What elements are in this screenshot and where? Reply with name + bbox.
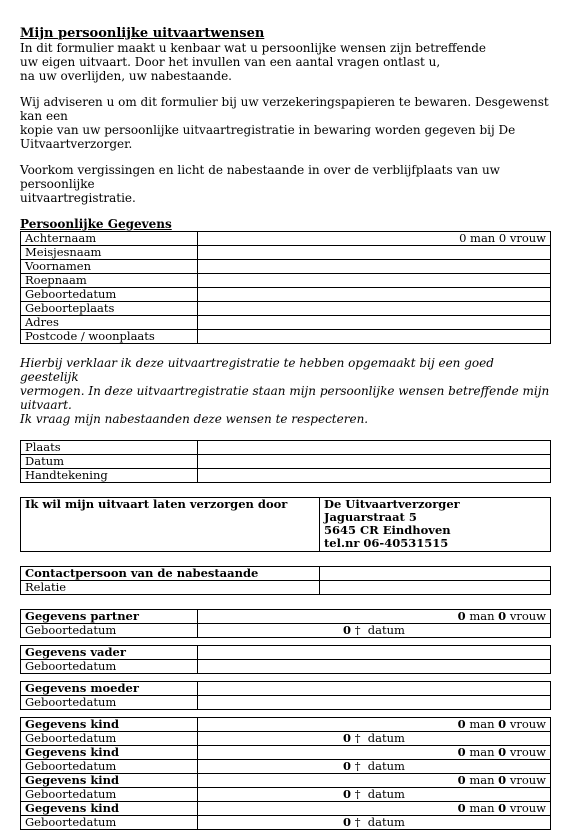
field-value[interactable] xyxy=(320,567,551,581)
provider-table xyxy=(20,497,551,552)
declaration-line-2: vermogen. In deze uitvaartregistratie staan mijn persoonlijke wensen betreffende mijn uitvaart. xyxy=(20,384,550,412)
field-value[interactable] xyxy=(198,455,551,469)
advice-line-3: Uitvaartverzorger. xyxy=(20,137,133,151)
advice-line-1: Wij adviseren u om dit formulier bij uw verzekeringspapieren te bewaren. Desgewenst kan een xyxy=(20,95,549,123)
field-label: Geboortedatum xyxy=(21,696,198,710)
father-heading: Gegevens vader xyxy=(21,646,198,660)
field-value[interactable] xyxy=(320,581,551,595)
gender-choice[interactable]: 0 man 0 vrouw xyxy=(198,746,551,760)
relation-label: Relatie xyxy=(21,581,320,595)
gender-choice[interactable]: 0 man 0 vrouw xyxy=(198,610,551,624)
field-label: Geboortedatum xyxy=(21,816,198,830)
table-row xyxy=(21,330,551,344)
child-heading: Gegevens kind xyxy=(21,718,198,732)
table-row xyxy=(21,746,551,760)
table-row xyxy=(21,646,551,660)
field-label: Geboortedatum xyxy=(21,624,198,638)
personal-data-table xyxy=(20,231,551,344)
provider-postcode: 5645 CR Eindhoven xyxy=(324,523,451,537)
contact-label: Contactpersoon van de nabestaande xyxy=(21,567,320,581)
cross-icon: † xyxy=(354,759,361,773)
table-row xyxy=(21,660,551,674)
field-value[interactable] xyxy=(198,696,551,710)
signature-field[interactable] xyxy=(198,469,551,483)
field-label: Geboortedatum xyxy=(21,732,198,746)
table-row xyxy=(21,774,551,788)
contact-table xyxy=(20,566,551,595)
field-value[interactable] xyxy=(198,646,551,660)
gender-choice[interactable]: 0 man 0 vrouw xyxy=(198,718,551,732)
partner-heading: Gegevens partner xyxy=(21,610,198,624)
field-label: Geboortedatum xyxy=(21,788,198,802)
field-label: Geboorteplaats xyxy=(21,302,198,316)
provider-address xyxy=(320,498,551,552)
field-value[interactable] xyxy=(198,274,551,288)
gender-choice[interactable]: 0 man 0 vrouw xyxy=(198,232,551,246)
field-value[interactable] xyxy=(198,302,551,316)
field-value[interactable] xyxy=(198,246,551,260)
table-row xyxy=(21,302,551,316)
cross-icon: † xyxy=(354,815,361,829)
table-row xyxy=(21,816,551,830)
gender-choice[interactable]: 0 man 0 vrouw xyxy=(198,802,551,816)
death-date-field[interactable]: 0 † datum xyxy=(198,760,551,774)
field-value[interactable] xyxy=(198,316,551,330)
field-label: Meisjesnaam xyxy=(21,246,198,260)
gender-choice[interactable]: 0 man 0 vrouw xyxy=(198,774,551,788)
provider-label: Ik wil mijn uitvaart laten verzorgen door xyxy=(21,498,320,552)
field-value[interactable] xyxy=(198,288,551,302)
table-row xyxy=(21,288,551,302)
field-value[interactable] xyxy=(198,660,551,674)
spacer-row xyxy=(21,674,551,682)
intro-line-3: na uw overlijden, uw nabestaande. xyxy=(20,69,232,83)
table-row xyxy=(21,232,551,246)
table-row xyxy=(21,581,551,595)
field-value[interactable] xyxy=(198,441,551,455)
field-label: Geboortedatum xyxy=(21,760,198,774)
provider-street: Jaguarstraat 5 xyxy=(324,510,417,524)
intro-line-2: uw eigen uitvaart. Door het invullen van een aantal vragen ontlast u, xyxy=(20,55,441,69)
table-row xyxy=(21,246,551,260)
cross-icon: † xyxy=(354,787,361,801)
field-label: Datum xyxy=(21,455,198,469)
personal-data-heading: Persoonlijke Gegevens xyxy=(20,217,172,231)
table-row xyxy=(21,441,551,455)
prevent-line-2: uitvaartregistratie. xyxy=(20,191,136,205)
field-label: Achternaam xyxy=(21,232,198,246)
page-title: Mijn persoonlijke uitvaartwensen xyxy=(20,26,265,41)
cross-icon: † xyxy=(354,623,361,637)
provider-name: De Uitvaartverzorger xyxy=(324,497,460,511)
table-row xyxy=(21,455,551,469)
mother-heading: Gegevens moeder xyxy=(21,682,198,696)
table-row xyxy=(21,718,551,732)
child-heading: Gegevens kind xyxy=(21,802,198,816)
declaration-line-1: Hierbij verklaar ik deze uitvaartregistratie te hebben opgemaakt bij een goed geestelijk xyxy=(20,356,494,384)
spacer-row xyxy=(21,638,551,646)
table-row xyxy=(21,760,551,774)
table-row xyxy=(21,610,551,624)
table-row xyxy=(21,732,551,746)
field-value[interactable] xyxy=(198,330,551,344)
field-value[interactable] xyxy=(198,682,551,696)
cross-icon: † xyxy=(354,731,361,745)
table-row xyxy=(21,316,551,330)
death-date-field[interactable]: 0 † datum xyxy=(198,732,551,746)
family-table xyxy=(20,609,551,830)
table-row xyxy=(21,788,551,802)
field-label: Roepnaam xyxy=(21,274,198,288)
table-row xyxy=(21,498,551,552)
field-value[interactable] xyxy=(198,260,551,274)
death-date-field[interactable]: 0 † datum xyxy=(198,816,551,830)
prevent-line-1: Voorkom vergissingen en licht de nabestaande in over de verblijfplaats van uw persoonlijke xyxy=(20,163,500,191)
signature-table xyxy=(20,440,551,483)
table-row xyxy=(21,567,551,581)
death-date-field[interactable]: 0 † datum xyxy=(198,624,551,638)
field-label: Voornamen xyxy=(21,260,198,274)
form-page xyxy=(20,26,551,830)
field-label: Geboortedatum xyxy=(21,660,198,674)
table-row xyxy=(21,260,551,274)
field-label: Geboortedatum xyxy=(21,288,198,302)
table-row xyxy=(21,682,551,696)
child-heading: Gegevens kind xyxy=(21,746,198,760)
field-label: Handtekening xyxy=(21,469,198,483)
table-row xyxy=(21,469,551,483)
intro-line-1: In dit formulier maakt u kenbaar wat u persoonlijke wensen zijn betreffende xyxy=(20,41,487,55)
spacer-row xyxy=(21,710,551,718)
child-heading: Gegevens kind xyxy=(21,774,198,788)
table-row xyxy=(21,274,551,288)
field-label: Adres xyxy=(21,316,198,330)
advice-line-2: kopie van uw persoonlijke uitvaartregistratie in bewaring worden gegeven bij De xyxy=(20,123,516,137)
provider-phone: tel.nr 06-40531515 xyxy=(324,536,449,550)
death-date-field[interactable]: 0 † datum xyxy=(198,788,551,802)
table-row xyxy=(21,624,551,638)
declaration-line-3: Ik vraag mijn nabestaanden deze wensen te respecteren. xyxy=(20,412,369,426)
field-label: Plaats xyxy=(21,441,198,455)
table-row xyxy=(21,802,551,816)
table-row xyxy=(21,696,551,710)
field-label: Postcode / woonplaats xyxy=(21,330,198,344)
